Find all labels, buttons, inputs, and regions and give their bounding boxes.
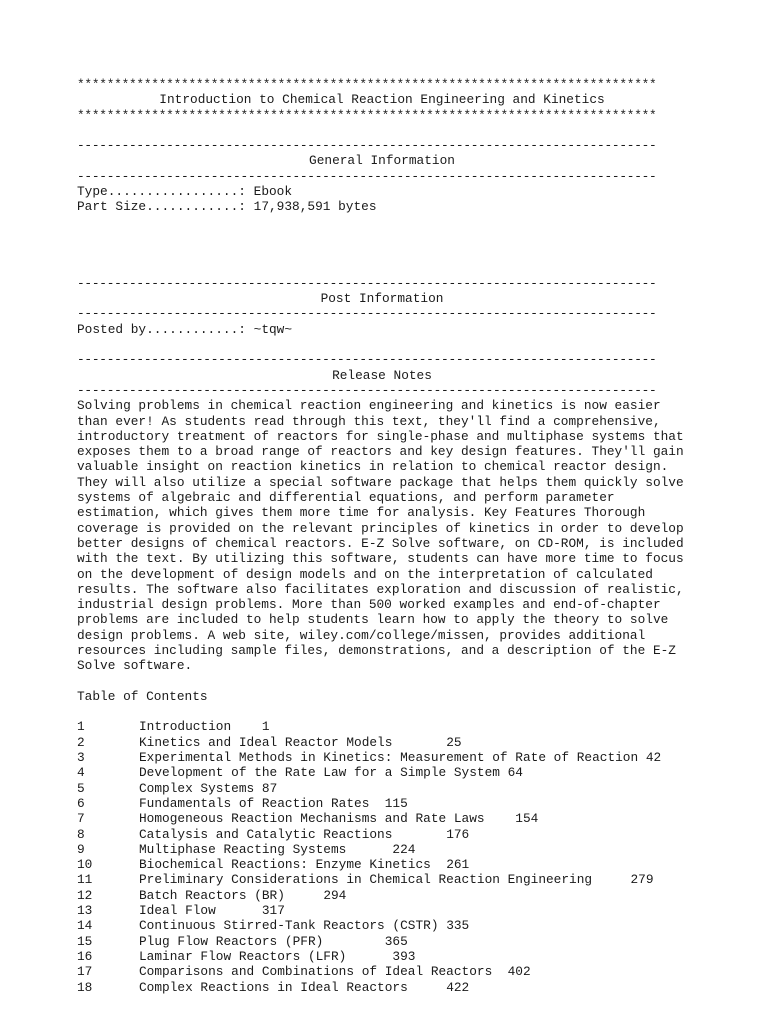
toc-page-number: 176 — [446, 826, 470, 842]
release-notes-line: They will also utilize a special software package that helps them quickly solve — [77, 474, 684, 490]
part-size-label: Part Size............: — [77, 199, 246, 215]
release-notes-line: exposes them to a broad range of reactors and key design features. They'll gain — [77, 444, 684, 460]
rule-line: ------------------------------------------------------------------------------ — [77, 138, 657, 154]
toc-entry — [77, 949, 687, 964]
toc-spacing — [323, 934, 384, 949]
release-notes-line: design problems. A web site, wiley.com/college/missen, provides additional — [77, 627, 646, 643]
toc-chapter-number: 8 — [77, 826, 85, 842]
toc-page-number: 87 — [261, 780, 278, 796]
toc-entry — [77, 811, 687, 826]
toc-page-number: 279 — [630, 872, 654, 888]
rule-line: ------------------------------------------------------------------------------ — [77, 275, 657, 291]
toc-chapter-number: 16 — [77, 948, 93, 964]
release-notes-line: estimation, which gives them more time for analysis. Key Features Thorough — [77, 505, 646, 521]
posted-by-value: ~tqw~ — [253, 321, 293, 337]
toc-chapter-title: Experimental Methods in Kinetics: Measurement of Rate of Reaction — [139, 750, 639, 766]
part-size-row — [77, 199, 687, 214]
toc-page-number: 422 — [446, 979, 470, 995]
type-label: Type.................: — [77, 184, 246, 200]
part-size-value: 17,938,591 bytes — [253, 199, 377, 215]
toc-page-number: 365 — [384, 933, 408, 949]
toc-spacing — [500, 765, 508, 780]
toc-chapter-title: Biochemical Reactions: Enzyme Kinetics — [139, 857, 431, 873]
toc-entry — [77, 781, 687, 796]
posted-by-row — [77, 322, 687, 337]
toc-chapter-number: 2 — [77, 734, 85, 750]
table-of-contents-heading: Table of Contents — [77, 688, 208, 704]
toc-chapter-number: 3 — [77, 750, 85, 766]
toc-chapter-number: 14 — [77, 918, 93, 934]
toc-entry — [77, 964, 687, 979]
toc-spacing — [285, 888, 323, 903]
toc-spacing — [392, 735, 446, 750]
stars-top: ****************************************************************************** — [77, 77, 657, 92]
toc-chapter-number: 6 — [77, 795, 85, 811]
type-value: Ebook — [253, 184, 293, 200]
toc-entry — [77, 903, 687, 918]
release-notes-line: valuable insight on reaction kinetics in relation to chemical reactor design. — [77, 459, 669, 475]
toc-chapter-number: 11 — [77, 872, 93, 888]
toc-chapter-number: 1 — [77, 719, 85, 735]
toc-page-number: 115 — [384, 795, 408, 811]
toc-chapter-number: 17 — [77, 964, 93, 980]
toc-entry — [77, 857, 687, 872]
release-notes-section — [77, 352, 687, 689]
table-of-contents-list — [77, 719, 687, 994]
release-notes-line: Solving problems in chemical reaction engineering and kinetics is now easier — [77, 398, 661, 414]
post-information-heading: Post Information — [320, 291, 444, 307]
toc-chapter-number: 5 — [77, 780, 85, 796]
toc-chapter-title: Complex Systems — [139, 780, 255, 796]
toc-entry — [77, 842, 687, 857]
document-title: Introduction to Chemical Reaction Engineering and Kinetics — [159, 92, 605, 108]
toc-page-number: 224 — [392, 841, 416, 857]
toc-entry — [77, 980, 687, 995]
toc-chapter-title: Ideal Flow — [139, 903, 216, 919]
toc-chapter-number: 15 — [77, 933, 93, 949]
toc-spacing — [638, 750, 646, 765]
toc-chapter-title: Development of the Rate Law for a Simple System — [139, 765, 500, 781]
toc-spacing — [346, 949, 392, 964]
toc-chapter-title: Kinetics and Ideal Reactor Models — [139, 734, 393, 750]
toc-spacing — [592, 872, 630, 887]
toc-chapter-title: Introduction — [139, 719, 232, 735]
toc-page-number: 294 — [323, 887, 347, 903]
release-notes-line: problems are included to help students learn how to apply the theory to solve — [77, 612, 669, 628]
toc-spacing — [216, 903, 262, 918]
toc-spacing — [369, 796, 384, 811]
toc-entry — [77, 934, 687, 949]
toc-page-number: 335 — [446, 918, 470, 934]
rule-line: ------------------------------------------------------------------------------ — [77, 306, 657, 322]
release-notes-line: introductory treatment of reactors for single-phase and multiphase systems that — [77, 428, 684, 444]
release-notes-line: than ever! As students read through this text, they'll find a comprehensive, — [77, 413, 661, 429]
toc-chapter-title: Batch Reactors (BR) — [139, 887, 285, 903]
release-notes-line: on the development of design models and on the interpretation of calculated — [77, 566, 653, 582]
toc-spacing — [231, 719, 262, 734]
general-information-section — [77, 138, 687, 276]
type-row — [77, 184, 687, 199]
toc-page-number: 154 — [515, 811, 539, 827]
toc-spacing — [408, 980, 446, 995]
toc-chapter-number: 12 — [77, 887, 93, 903]
toc-spacing — [346, 842, 392, 857]
toc-chapter-number: 10 — [77, 857, 93, 873]
toc-entry — [77, 888, 687, 903]
release-notes-line: results. The software also facilitates exploration and discussion of realistic, — [77, 581, 684, 597]
toc-chapter-number: 9 — [77, 841, 85, 857]
toc-spacing — [439, 918, 447, 933]
toc-chapter-title: Laminar Flow Reactors (LFR) — [139, 948, 347, 964]
stars-bottom: ****************************************************************************** — [77, 107, 657, 123]
toc-spacing — [485, 811, 516, 826]
release-notes-line: industrial design problems. More than 500 worked examples and end-of-chapter — [77, 597, 661, 613]
toc-spacing — [392, 827, 446, 842]
toc-chapter-title: Comparisons and Combinations of Ideal Reactors — [139, 964, 493, 980]
toc-page-number: 402 — [507, 964, 531, 980]
toc-chapter-number: 13 — [77, 903, 93, 919]
posted-by-label: Posted by............: — [77, 321, 246, 337]
toc-chapter-title: Complex Reactions in Ideal Reactors — [139, 979, 408, 995]
toc-chapter-title: Continuous Stirred-Tank Reactors (CSTR) — [139, 918, 439, 934]
toc-chapter-title: Preliminary Considerations in Chemical Reaction Engineering — [139, 872, 593, 888]
toc-chapter-title: Homogeneous Reaction Mechanisms and Rate Laws — [139, 811, 485, 827]
toc-page-number: 1 — [261, 719, 270, 735]
toc-chapter-title: Fundamentals of Reaction Rates — [139, 795, 370, 811]
rule-line: ------------------------------------------------------------------------------ — [77, 168, 657, 184]
toc-page-number: 261 — [446, 857, 470, 873]
toc-entry — [77, 750, 687, 765]
toc-chapter-title: Catalysis and Catalytic Reactions — [139, 826, 393, 842]
release-notes-line: better designs of chemical reactors. E-Z Solve software, on CD-ROM, is included — [77, 535, 684, 551]
toc-entry — [77, 872, 687, 887]
toc-chapter-number: 7 — [77, 811, 85, 827]
general-information-heading: General Information — [309, 153, 455, 169]
toc-entry — [77, 827, 687, 842]
release-notes-line: resources including sample files, demonstrations, and a description of the E-Z — [77, 642, 676, 658]
toc-page-number: 64 — [507, 765, 523, 781]
toc-entry — [77, 765, 687, 780]
toc-chapter-number: 18 — [77, 979, 93, 995]
toc-entry — [77, 719, 687, 734]
toc-entry — [77, 735, 687, 750]
toc-chapter-number: 4 — [77, 765, 85, 781]
release-notes-line: coverage is provided on the relevant principles of kinetics in order to develop — [77, 520, 684, 536]
toc-spacing — [431, 857, 446, 872]
release-notes-line: Solve software. — [77, 658, 193, 674]
release-notes-line: with the text. By utilizing this software, students can have more time to focus — [77, 551, 684, 567]
toc-entry — [77, 796, 687, 811]
table-of-contents-section — [77, 689, 687, 995]
rule-line: ------------------------------------------------------------------------------ — [77, 382, 657, 398]
toc-page-number: 393 — [392, 948, 416, 964]
toc-entry — [77, 918, 687, 933]
post-information-section — [77, 276, 687, 352]
toc-page-number: 25 — [446, 734, 462, 750]
nfo-document — [77, 77, 687, 995]
toc-page-number: 42 — [645, 750, 662, 766]
rule-line: ------------------------------------------------------------------------------ — [77, 352, 657, 368]
toc-chapter-title: Multiphase Reacting Systems — [139, 841, 347, 857]
release-notes-heading: Release Notes — [332, 367, 432, 383]
toc-spacing — [492, 964, 507, 979]
toc-spacing — [254, 781, 262, 796]
release-notes-body — [77, 398, 687, 673]
release-notes-line: systems of algebraic and differential equations, and perform parameter — [77, 490, 615, 506]
toc-page-number: 317 — [261, 903, 285, 919]
toc-chapter-title: Plug Flow Reactors (PFR) — [139, 933, 324, 949]
